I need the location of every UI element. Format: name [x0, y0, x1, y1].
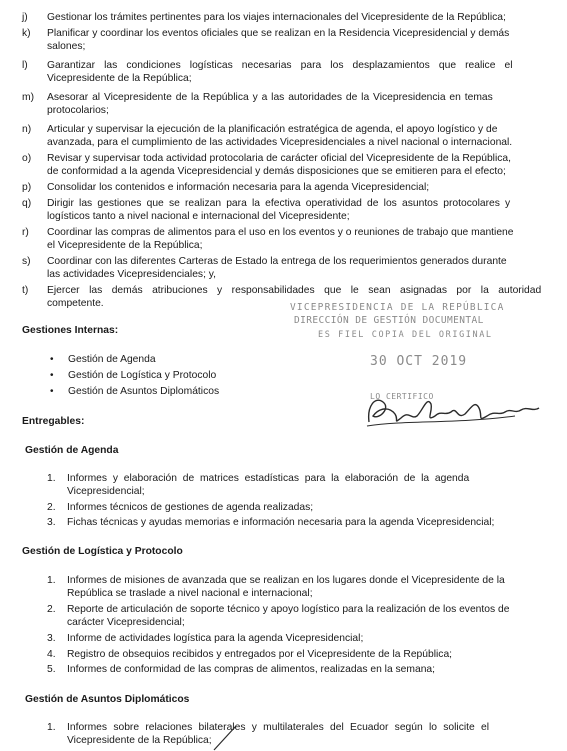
stamp-line: ES FIEL COPIA DEL ORIGINAL: [318, 330, 493, 340]
internal-item: Gestión de Asuntos Diplomáticos: [68, 386, 220, 397]
list-item-text: avanzada, para el cumplimiento de las actividades Vicepresidenciales a nivel nacional o internacional.: [47, 137, 513, 148]
list-item-text: Planificar y coordinar los eventos oficiales que se realizan en la Residencia Vicepresidencial y demás: [47, 28, 510, 39]
agenda-item-text: Informes y elaboración de matrices estadísticas para la elaboración de la agenda: [67, 473, 470, 484]
list-item-text: salones;: [47, 41, 86, 52]
item-number: 1.: [47, 473, 56, 484]
item-number: 1.: [47, 722, 56, 733]
list-item-text: las actividades Vicepresidenciales; y,: [47, 269, 217, 280]
list-label: j): [22, 12, 28, 23]
signature-image: [365, 386, 545, 436]
logistics-item-text: Registro de obsequios recibidos y entregados por el Vicepresidente de la República;: [67, 649, 453, 660]
list-item-text: Ejercer las demás atribuciones y responsabilidades que le sean asignadas por la autoridad: [47, 285, 542, 296]
diplomatic-heading: Gestión de Asuntos Diplomáticos: [25, 694, 190, 705]
list-item-text: Coordinar las compras de alimentos para el uso en los eventos y o reuniones de trabajo que mantiene: [47, 227, 514, 238]
internal-heading: Gestiones Internas:: [22, 325, 119, 336]
list-item-text: Dirigir las gestiones que se realizan para la efectiva operatividad de los asuntos protocolares y: [47, 198, 511, 209]
deliverables-heading: Entregables:: [22, 416, 85, 427]
item-number: 1.: [47, 575, 56, 586]
internal-item: Gestión de Agenda: [68, 354, 156, 365]
bullet-icon: •: [50, 386, 54, 397]
logistics-item-text: Informes de conformidad de las compras de alimentos, realizadas en la semana;: [67, 664, 436, 675]
list-item-text: Asesorar al Vicepresidente de la República y a las autoridades de la Vicepresidencia en temas: [47, 92, 493, 103]
list-item-text: el Vicepresidente de la República;: [47, 240, 203, 251]
list-label: t): [22, 285, 29, 296]
list-item-text: de conformidad a la agenda Vicepresidencial y demás disposiciones que se emitieren para el efecto;: [47, 166, 506, 177]
list-label: p): [22, 182, 32, 193]
list-item-text: competente.: [47, 298, 104, 309]
list-item-text: Gestionar los trámites pertinentes para los viajes internacionales del Vicepresidente de la República;: [47, 12, 506, 23]
stamp-line: DIRECCIÓN DE GESTIÓN DOCUMENTAL: [294, 315, 484, 326]
logistics-heading: Gestión de Logística y Protocolo: [22, 546, 183, 557]
list-label: k): [22, 28, 31, 39]
item-number: 2.: [47, 502, 56, 513]
list-item-text: Articular y supervisar la ejecución de la planificación estratégica de agenda, el apoyo logístico y de: [47, 124, 498, 135]
list-item-text: logísticos tanto a nivel nacional e internacional del Vicepresidente;: [47, 211, 350, 222]
diplomatic-item-text: Vicepresidente de la República;: [67, 735, 212, 746]
list-item-text: Consolidar los contenidos e información necesaria para la agenda Vicepresidencial;: [47, 182, 430, 193]
list-item-text: Vicepresidente de la República;: [47, 73, 192, 84]
list-label: o): [22, 153, 32, 164]
agenda-heading: Gestión de Agenda: [25, 445, 119, 456]
list-item-text: Coordinar con las diferentes Carteras de Estado la entrega de los requerimientos generados durante: [47, 256, 507, 267]
list-item-text: Garantizar las condiciones logísticas necesarias para los desplazamientos que realice el: [47, 60, 513, 71]
stamp-line: VICEPRESIDENCIA DE LA REPÚBLICA: [290, 302, 505, 313]
pen-mark-image: [210, 724, 240, 751]
list-item-text: Revisar y supervisar toda actividad protocolaria de carácter oficial del Vicepresidente de la República,: [47, 153, 511, 164]
diplomatic-item-text: Informes sobre relaciones bilaterales y multilaterales del Ecuador según lo solicite el: [67, 722, 490, 733]
agenda-item-text: Fichas técnicas y ayudas memorias e información necesaria para la agenda Vicepresidencial;: [67, 517, 495, 528]
list-label: s): [22, 256, 31, 267]
list-label: m): [22, 92, 35, 103]
list-label: l): [22, 60, 28, 71]
logistics-item-text: carácter Vicepresidencial;: [67, 617, 185, 628]
item-number: 3.: [47, 633, 56, 644]
bullet-icon: •: [50, 354, 54, 365]
item-number: 4.: [47, 649, 56, 660]
list-label: n): [22, 124, 32, 135]
list-label: q): [22, 198, 32, 209]
list-item-text: protocolarios;: [47, 105, 109, 116]
logistics-item-text: República se traslade a nivel nacional e internacional;: [67, 588, 313, 599]
agenda-item-text: Vicepresidencial;: [67, 486, 145, 497]
item-number: 5.: [47, 664, 56, 675]
item-number: 2.: [47, 604, 56, 615]
internal-item: Gestión de Logística y Protocolo: [68, 370, 217, 381]
stamp-date: 30 OCT 2019: [370, 354, 468, 369]
agenda-item-text: Informes técnicos de gestiones de agenda realizadas;: [67, 502, 314, 513]
logistics-item-text: Informes de misiones de avanzada que se realizan en los lugares donde el Vicepresidente de la: [67, 575, 505, 586]
logistics-item-text: Informe de actividades logística para la agenda Vicepresidencial;: [67, 633, 364, 644]
logistics-item-text: Reporte de articulación de soporte técnico y apoyo logístico para la realización de los eventos de: [67, 604, 510, 615]
list-label: r): [22, 227, 29, 238]
bullet-icon: •: [50, 370, 54, 381]
item-number: 3.: [47, 517, 56, 528]
stamp-certify: LO CERTIFICO: [370, 392, 434, 401]
